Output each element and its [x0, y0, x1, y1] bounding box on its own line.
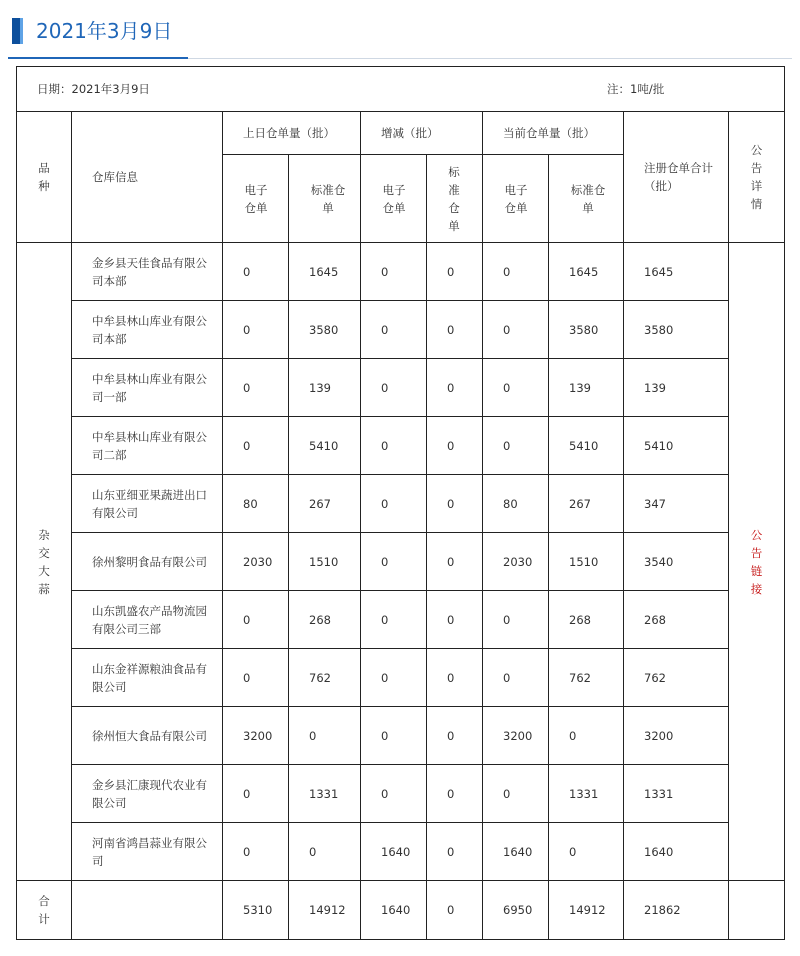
- cell-chg-e: 0: [361, 359, 427, 417]
- cell-chg-e: 0: [361, 649, 427, 707]
- cell-cur-s: 0: [549, 823, 624, 881]
- cell-cur-s: 0: [549, 707, 624, 765]
- total-cur-s: 14912: [549, 881, 624, 940]
- total-warehouse: [72, 881, 223, 940]
- cell-chg-e: 0: [361, 301, 427, 359]
- notice-cell: [729, 243, 785, 881]
- cell-prev-s: 1510: [289, 533, 361, 591]
- header-current-electronic: 电子仓单: [483, 155, 549, 243]
- total-prev-s: 14912: [289, 881, 361, 940]
- unit-note: 注：1吨/批: [607, 82, 665, 96]
- cell-chg-e: 0: [361, 591, 427, 649]
- cell-prev-s: 762: [289, 649, 361, 707]
- notice-link[interactable]: 公告链接: [750, 527, 763, 596]
- cell-total: 1331: [624, 765, 729, 823]
- cell-prev-e: 0: [223, 823, 289, 881]
- header-prev-group: 上日仓单量（批）: [223, 112, 361, 155]
- cell-cur-s: 5410: [549, 417, 624, 475]
- cell-cur-s: 1510: [549, 533, 624, 591]
- cell-prev-e: 0: [223, 765, 289, 823]
- report-date: 日期：2021年3月9日: [37, 82, 150, 96]
- cell-chg-s: 0: [427, 417, 483, 475]
- variety-cell: 杂交大蒜: [17, 243, 72, 881]
- warehouse-name: 徐州黎明食品有限公司: [72, 533, 223, 591]
- warehouse-name: 河南省鸿昌蒜业有限公司: [72, 823, 223, 881]
- cell-chg-s: 0: [427, 475, 483, 533]
- table-row: [17, 359, 785, 417]
- cell-total: 268: [624, 591, 729, 649]
- warehouse-receipt-table: [16, 66, 785, 940]
- cell-cur-s: 762: [549, 649, 624, 707]
- page-title: 2021年3月9日: [36, 19, 173, 43]
- cell-chg-s: 0: [427, 649, 483, 707]
- cell-prev-s: 1645: [289, 243, 361, 301]
- header-total-registered: 注册仓单合计（批）: [624, 112, 729, 243]
- total-notice-empty: [729, 881, 785, 940]
- cell-cur-s: 139: [549, 359, 624, 417]
- cell-chg-e: 0: [361, 475, 427, 533]
- cell-cur-e: 0: [483, 359, 549, 417]
- header-current-group: 当前仓单量（批）: [483, 112, 624, 155]
- cell-cur-e: 2030: [483, 533, 549, 591]
- cell-cur-e: 0: [483, 649, 549, 707]
- table-row: [17, 417, 785, 475]
- cell-chg-s: 0: [427, 301, 483, 359]
- cell-total: 139: [624, 359, 729, 417]
- warehouse-name: 山东凯盛农产品物流园有限公司三部: [72, 591, 223, 649]
- total-chg-e: 1640: [361, 881, 427, 940]
- cell-cur-e: 80: [483, 475, 549, 533]
- cell-chg-e: 0: [361, 765, 427, 823]
- cell-prev-s: 267: [289, 475, 361, 533]
- warehouse-name: 中牟县林山库业有限公司一部: [72, 359, 223, 417]
- total-prev-e: 5310: [223, 881, 289, 940]
- cell-prev-s: 268: [289, 591, 361, 649]
- warehouse-name: 徐州恒大食品有限公司: [72, 707, 223, 765]
- cell-prev-e: 80: [223, 475, 289, 533]
- cell-cur-s: 1645: [549, 243, 624, 301]
- header-current-standard: 标准仓单: [549, 155, 624, 243]
- table-row: [17, 823, 785, 881]
- cell-cur-e: 0: [483, 301, 549, 359]
- cell-chg-s: 0: [427, 707, 483, 765]
- cell-chg-e: 0: [361, 417, 427, 475]
- cell-cur-e: 0: [483, 417, 549, 475]
- meta-cell: [17, 67, 785, 112]
- page-header: [0, 0, 800, 64]
- header-change-electronic: 电子仓单: [361, 155, 427, 243]
- table-row: [17, 707, 785, 765]
- table-row: [17, 765, 785, 823]
- title-accent-bar: [12, 18, 20, 44]
- table-row: [17, 243, 785, 301]
- total-chg-s: 0: [427, 881, 483, 940]
- cell-chg-e: 1640: [361, 823, 427, 881]
- cell-prev-e: 0: [223, 649, 289, 707]
- cell-chg-s: 0: [427, 591, 483, 649]
- warehouse-name: 金乡县天佳食品有限公司本部: [72, 243, 223, 301]
- cell-chg-s: 0: [427, 243, 483, 301]
- cell-chg-e: 0: [361, 533, 427, 591]
- cell-cur-e: 3200: [483, 707, 549, 765]
- cell-prev-e: 3200: [223, 707, 289, 765]
- cell-prev-s: 0: [289, 823, 361, 881]
- header-change-group: 增减（批）: [361, 112, 483, 155]
- cell-cur-e: 0: [483, 591, 549, 649]
- total-total: 21862: [624, 881, 729, 940]
- cell-prev-s: 139: [289, 359, 361, 417]
- cell-prev-e: 0: [223, 417, 289, 475]
- header-row-1: [17, 112, 785, 155]
- cell-chg-s: 0: [427, 533, 483, 591]
- cell-cur-s: 268: [549, 591, 624, 649]
- cell-total: 3540: [624, 533, 729, 591]
- header-variety: 品种: [17, 112, 72, 243]
- header-warehouse: 仓库信息: [72, 112, 223, 243]
- warehouse-name: 山东亚细亚果蔬进出口有限公司: [72, 475, 223, 533]
- cell-total: 1640: [624, 823, 729, 881]
- cell-total: 1645: [624, 243, 729, 301]
- total-cur-e: 6950: [483, 881, 549, 940]
- total-row: [17, 881, 785, 940]
- cell-prev-s: 0: [289, 707, 361, 765]
- cell-cur-e: 1640: [483, 823, 549, 881]
- cell-prev-s: 5410: [289, 417, 361, 475]
- cell-prev-e: 0: [223, 591, 289, 649]
- warehouse-name: 中牟县林山库业有限公司二部: [72, 417, 223, 475]
- header-change-standard: 标准仓单: [427, 155, 483, 243]
- table-row: [17, 591, 785, 649]
- table-row: [17, 533, 785, 591]
- cell-total: 347: [624, 475, 729, 533]
- cell-total: 5410: [624, 417, 729, 475]
- meta-row: [17, 67, 785, 112]
- header-divider: [8, 58, 792, 59]
- cell-cur-e: 0: [483, 243, 549, 301]
- table-row: [17, 475, 785, 533]
- cell-cur-s: 1331: [549, 765, 624, 823]
- cell-total: 3200: [624, 707, 729, 765]
- cell-cur-e: 0: [483, 765, 549, 823]
- cell-total: 762: [624, 649, 729, 707]
- warehouse-name: 金乡县汇康现代农业有限公司: [72, 765, 223, 823]
- warehouse-name: 中牟县林山库业有限公司本部: [72, 301, 223, 359]
- cell-chg-s: 0: [427, 359, 483, 417]
- cell-chg-s: 0: [427, 765, 483, 823]
- cell-prev-e: 2030: [223, 533, 289, 591]
- cell-chg-s: 0: [427, 823, 483, 881]
- table-row: [17, 301, 785, 359]
- cell-total: 3580: [624, 301, 729, 359]
- cell-cur-s: 267: [549, 475, 624, 533]
- cell-chg-e: 0: [361, 243, 427, 301]
- cell-cur-s: 3580: [549, 301, 624, 359]
- cell-chg-e: 0: [361, 707, 427, 765]
- cell-prev-s: 3580: [289, 301, 361, 359]
- cell-prev-e: 0: [223, 301, 289, 359]
- cell-prev-e: 0: [223, 243, 289, 301]
- header-prev-electronic: 电子仓单: [223, 155, 289, 243]
- table-row: [17, 649, 785, 707]
- total-label: 合计: [17, 881, 72, 940]
- header-prev-standard: 标准仓单: [289, 155, 361, 243]
- header-notice-details: 公告详情: [729, 112, 785, 243]
- warehouse-name: 山东金祥源粮油食品有限公司: [72, 649, 223, 707]
- cell-prev-e: 0: [223, 359, 289, 417]
- cell-prev-s: 1331: [289, 765, 361, 823]
